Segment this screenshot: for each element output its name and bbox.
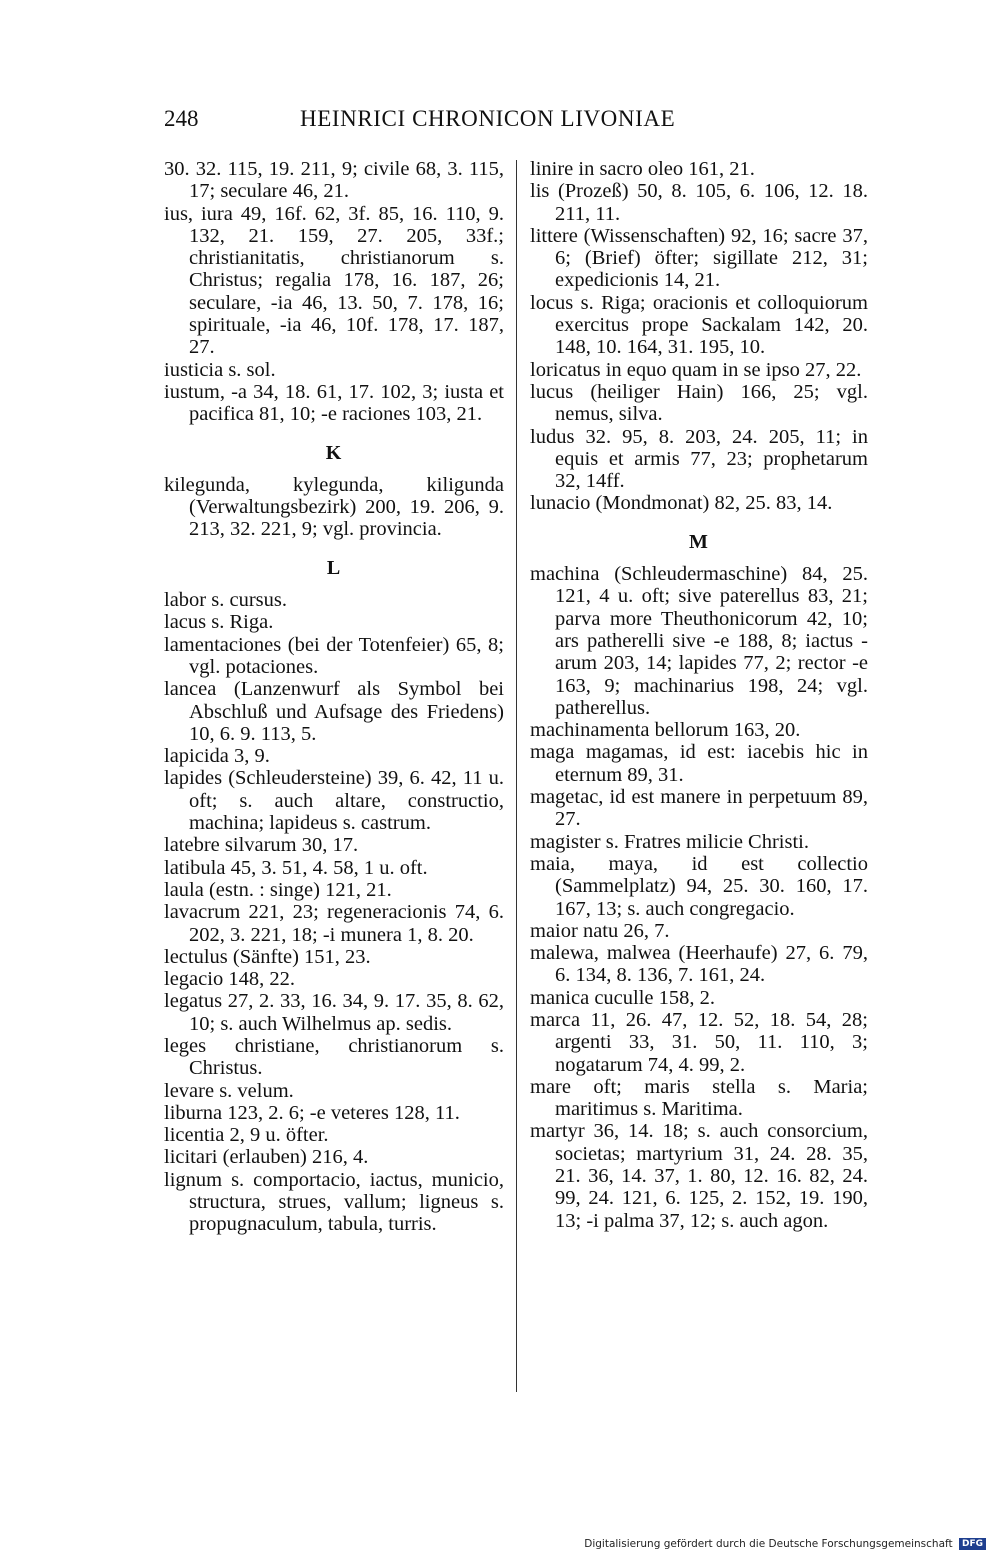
- index-entry: legacio 148, 22.: [164, 968, 295, 991]
- index-entry: lis (Prozeß) 50, 8. 105, 6. 106, 12. 18. 211, 11.: [530, 180, 868, 225]
- index-entry: lignum s. comportacio, iactus, municio, structura, strues, vallum; ligneus s. propugnaculum, tabula, turris.: [164, 1168, 504, 1236]
- index-entry: manica cuculle 158, 2.: [530, 986, 716, 1009]
- index-entry: legatus 27, 2. 33, 16. 34, 9. 17. 35, 8. 62, 10; s. auch Wilhelmus ap. sedis.: [164, 990, 504, 1035]
- index-entry: lapicida 3, 9.: [164, 745, 270, 768]
- running-title: HEINRICI CHRONICON LIVONIAE: [300, 106, 676, 131]
- footer-credit: [584, 1538, 986, 1550]
- index-entry: lancea (Lanzenwurf als Symbol bei Abschluß und Aufsage des Friedens) 10, 6. 9. 113, 5.: [164, 678, 504, 745]
- index-entry: maior natu 26, 7.: [530, 919, 670, 942]
- index-entry: lunacio (Mondmonat) 82, 25. 83, 14.: [530, 492, 833, 515]
- index-entry: loricatus in equo quam in se ipso 27, 22.: [530, 358, 862, 381]
- index-entry: littere (Wissenschaften) 92, 16; sacre 37, 6; (Brief) öfter; sigillate 212, 31; expedicionis 14, 21.: [530, 224, 868, 292]
- footer-text: Digitalisierung gefördert durch die Deutsche Forschungsgemeinschaft: [584, 1538, 953, 1550]
- index-entry: laula (estn. : singe) 121, 21.: [164, 878, 392, 901]
- index-entry: linire in sacro oleo 161, 21.: [530, 158, 755, 180]
- index-entry: lavacrum 221, 23; regeneracionis 74, 6. 202, 3. 221, 18; -i munera 1, 8. 20.: [164, 901, 504, 946]
- index-entry: kilegunda, kylegunda, kiligunda (Verwaltungsbezirk) 200, 19. 206, 9. 213, 32. 221, 9; vgl. provincia.: [164, 473, 504, 541]
- index-entry: martyr 36, 14. 18; s. auch consorcium, societas; martyrium 31, 24. 28. 35, 21. 36, 14. 37, 1. 80, 12. 16. 82, 24. 99, 24. 121, 6. 125, 2. 152, 19. 190, 13; -i palma 37, 12; s. auch agon.: [530, 1120, 868, 1232]
- dfg-logo: DFG: [959, 1538, 986, 1550]
- page-number: 248: [164, 106, 199, 131]
- index-entry: malewa, malwea (Heerhaufe) 27, 6. 79, 6. 134, 8. 136, 7. 161, 24.: [530, 942, 868, 987]
- right-column: [530, 158, 868, 1232]
- index-entry: iustum, -a 34, 18. 61, 17. 102, 3; iusta et pacifica 81, 10; -e raciones 103, 21.: [164, 380, 504, 426]
- column-divider: [516, 160, 517, 1392]
- index-entry: machina (Schleudermaschine) 84, 25. 121, 4 u. oft; sive paterellus 83, 21; parva more Theuthonicorum 42, 10; ars patherelli sive -e 188, 8; iactus -arum 203, 14; lapides 77, 2; rector -e 163, 9; machinarius 198, 24; vgl. patherellus.: [530, 563, 868, 719]
- index-entry: latibula 45, 3. 51, 4. 58, 1 u. oft.: [164, 856, 428, 879]
- index-entry: locus s. Riga; oracionis et colloquiorum exercitus prope Sackalam 142, 20. 148, 10. 164, 31. 195, 10.: [530, 291, 868, 359]
- index-entry: magetac, id est manere in perpetuum 89, 27.: [530, 786, 868, 831]
- index-entry: liburna 123, 2. 6; -e veteres 128, 11.: [164, 1101, 460, 1124]
- section-letter: M: [689, 530, 709, 553]
- index-entry: magister s. Fratres milicie Christi.: [530, 830, 809, 853]
- section-letter: L: [326, 556, 342, 579]
- index-entry: iusticia s. sol.: [164, 358, 276, 381]
- index-entry: maia, maya, id est collectio (Sammelplatz) 94, 25. 30. 160, 17. 167, 13; s. auch congregacio.: [530, 852, 868, 920]
- index-entry: lacus s. Riga.: [164, 611, 274, 634]
- index-entry: mare oft; maris stella s. Maria; maritimus s. Maritima.: [530, 1075, 868, 1121]
- page-header: [164, 106, 864, 140]
- index-entry: latebre silvarum 30, 17.: [164, 834, 359, 857]
- section-letter: K: [325, 441, 343, 464]
- left-column: [164, 158, 504, 1236]
- index-entry: lectulus (Sänfte) 151, 23.: [164, 945, 371, 968]
- index-entry: licentia 2, 9 u. öfter.: [164, 1124, 329, 1147]
- index-entry: lapides (Schleudersteine) 39, 6. 42, 11 u. oft; s. auch altare, constructio, machina; lapideus s. castrum.: [164, 767, 504, 835]
- index-entry: lamentaciones (bei der Totenfeier) 65, 8; vgl. potaciones.: [164, 633, 504, 678]
- index-entry: lucus (heiliger Hain) 166, 25; vgl. nemus, silva.: [530, 380, 868, 426]
- index-entry: ludus 32. 95, 8. 203, 24. 205, 11; in equis et armis 77, 23; prophetarum 32, 14ff.: [530, 425, 868, 493]
- index-entry: leges christiane, christianorum s. Christus.: [164, 1034, 504, 1080]
- index-entry: ius, iura 49, 16f. 62, 3f. 85, 16. 110, 9. 132, 21. 159, 27. 205, 33f.; christianitatis, christianorum s. Christus; regalia 178, 16. 187, 26; seculare, -ia 46, 13. 50, 7. 178, 16; spirituale, -ia 46, 10f. 178, 17. 187, 27.: [164, 202, 504, 359]
- index-entry: labor s. cursus.: [164, 589, 287, 612]
- index-entry: licitari (erlauben) 216, 4.: [164, 1146, 369, 1169]
- index-entry: 30. 32. 115, 19. 211, 9; civile 68, 3. 115, 17; seculare 46, 21.: [164, 158, 504, 203]
- index-entry: levare s. velum.: [164, 1079, 294, 1102]
- index-entry: machinamenta bellorum 163, 20.: [530, 719, 801, 742]
- index-entry: marca 11, 26. 47, 12. 52, 18. 54, 28; argenti 33, 31. 50, 11. 110, 3; nogatarum 74, 4. 99, 2.: [530, 1008, 868, 1076]
- index-entry: maga magamas, id est: iacebis hic in eternum 89, 31.: [530, 741, 868, 786]
